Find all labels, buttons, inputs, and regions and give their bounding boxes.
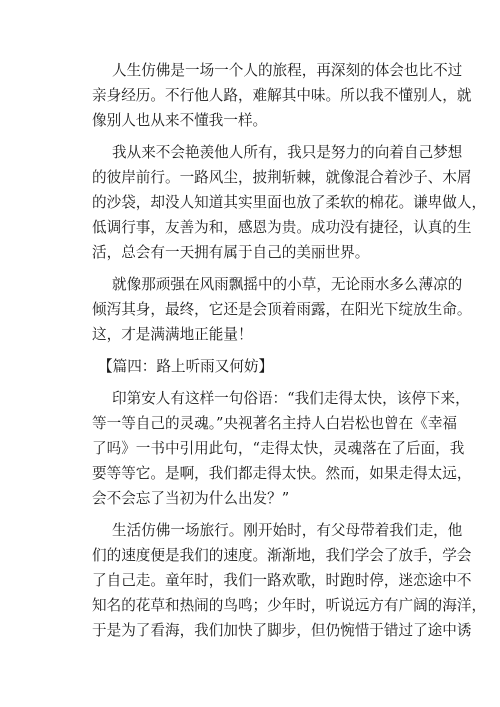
paragraph-2-line-3: 的沙袋，却没人知道其实里面也放了柔软的棉花。谦卑做人，: [92, 194, 487, 211]
paragraph-5-line-2: 们的速度便是我们的速度。渐渐地，我们学会了放手，学会: [92, 547, 472, 564]
section-heading: 【篇四：路上听雨又何妨】: [98, 358, 274, 375]
paragraph-4-line-2: 等一等自己的灵魂。”央视著名主持人白岩松也曾在《幸福: [92, 415, 458, 432]
paragraph-2-line-5: 活，总会有一天拥有属于自己的美丽世界。: [92, 244, 370, 261]
paragraph-3-line-1: 就像那顽强在风雨飘摇中的小草，无论雨水多么薄凉的: [112, 276, 463, 293]
article-body: [92, 58, 487, 643]
paragraph-3-line-3: 这，才是满满地正能量！: [92, 326, 253, 343]
paragraph-5-line-1: 生活仿佛一场旅行。刚开始时，有父母带着我们走，他: [112, 522, 463, 539]
paragraph-2-line-1: 我从来不会艳羡他人所有，我只是努力的向着自己梦想: [112, 144, 463, 161]
paragraph-2-line-2: 的彼岸前行。一路风尘，披荆斩棘，就像混合着沙子、木屑: [92, 169, 472, 186]
paragraph-2-line-4: 低调行事，友善为和，感恩为贵。成功没有捷径，认真的生: [92, 219, 472, 236]
paragraph-4-line-3: 了吗》一书中引用此句，“走得太快，灵魂落在了后面，我: [92, 440, 465, 457]
paragraph-3-line-2: 倾泻其身，最终，它还是会顶着雨露，在阳光下绽放生命。: [92, 301, 472, 318]
paragraph-4-line-5: 会不会忘了当初为什么出发？”: [92, 490, 290, 507]
paragraph-5-line-4: 知名的花草和热闹的鸟鸣；少年时，听说远方有广阔的海洋，: [92, 597, 487, 614]
paragraph-5-line-5: 于是为了看海，我们加快了脚步，但仍惋惜于错过了途中诱: [92, 622, 472, 639]
paragraph-1-line-1: 人生仿佛是一场一个人的旅程，再深刻的体会也比不过: [112, 62, 463, 79]
paragraph-4-line-4: 要等等它。是啊，我们都走得太快。然而，如果走得太远，: [92, 465, 472, 482]
paragraph-5-line-3: 了自己走。童年时，我们一路欢歌，时跑时停，迷恋途中不: [92, 572, 472, 589]
paragraph-4-line-1: 印第安人有这样一句俗语：“我们走得太快，该停下来，: [112, 390, 470, 407]
paragraph-1-line-2: 亲身经历。不行他人路，难解其中味。所以我不懂别人，就: [92, 87, 472, 104]
paragraph-1-line-3: 像别人也从来不懂我一样。: [92, 112, 268, 129]
